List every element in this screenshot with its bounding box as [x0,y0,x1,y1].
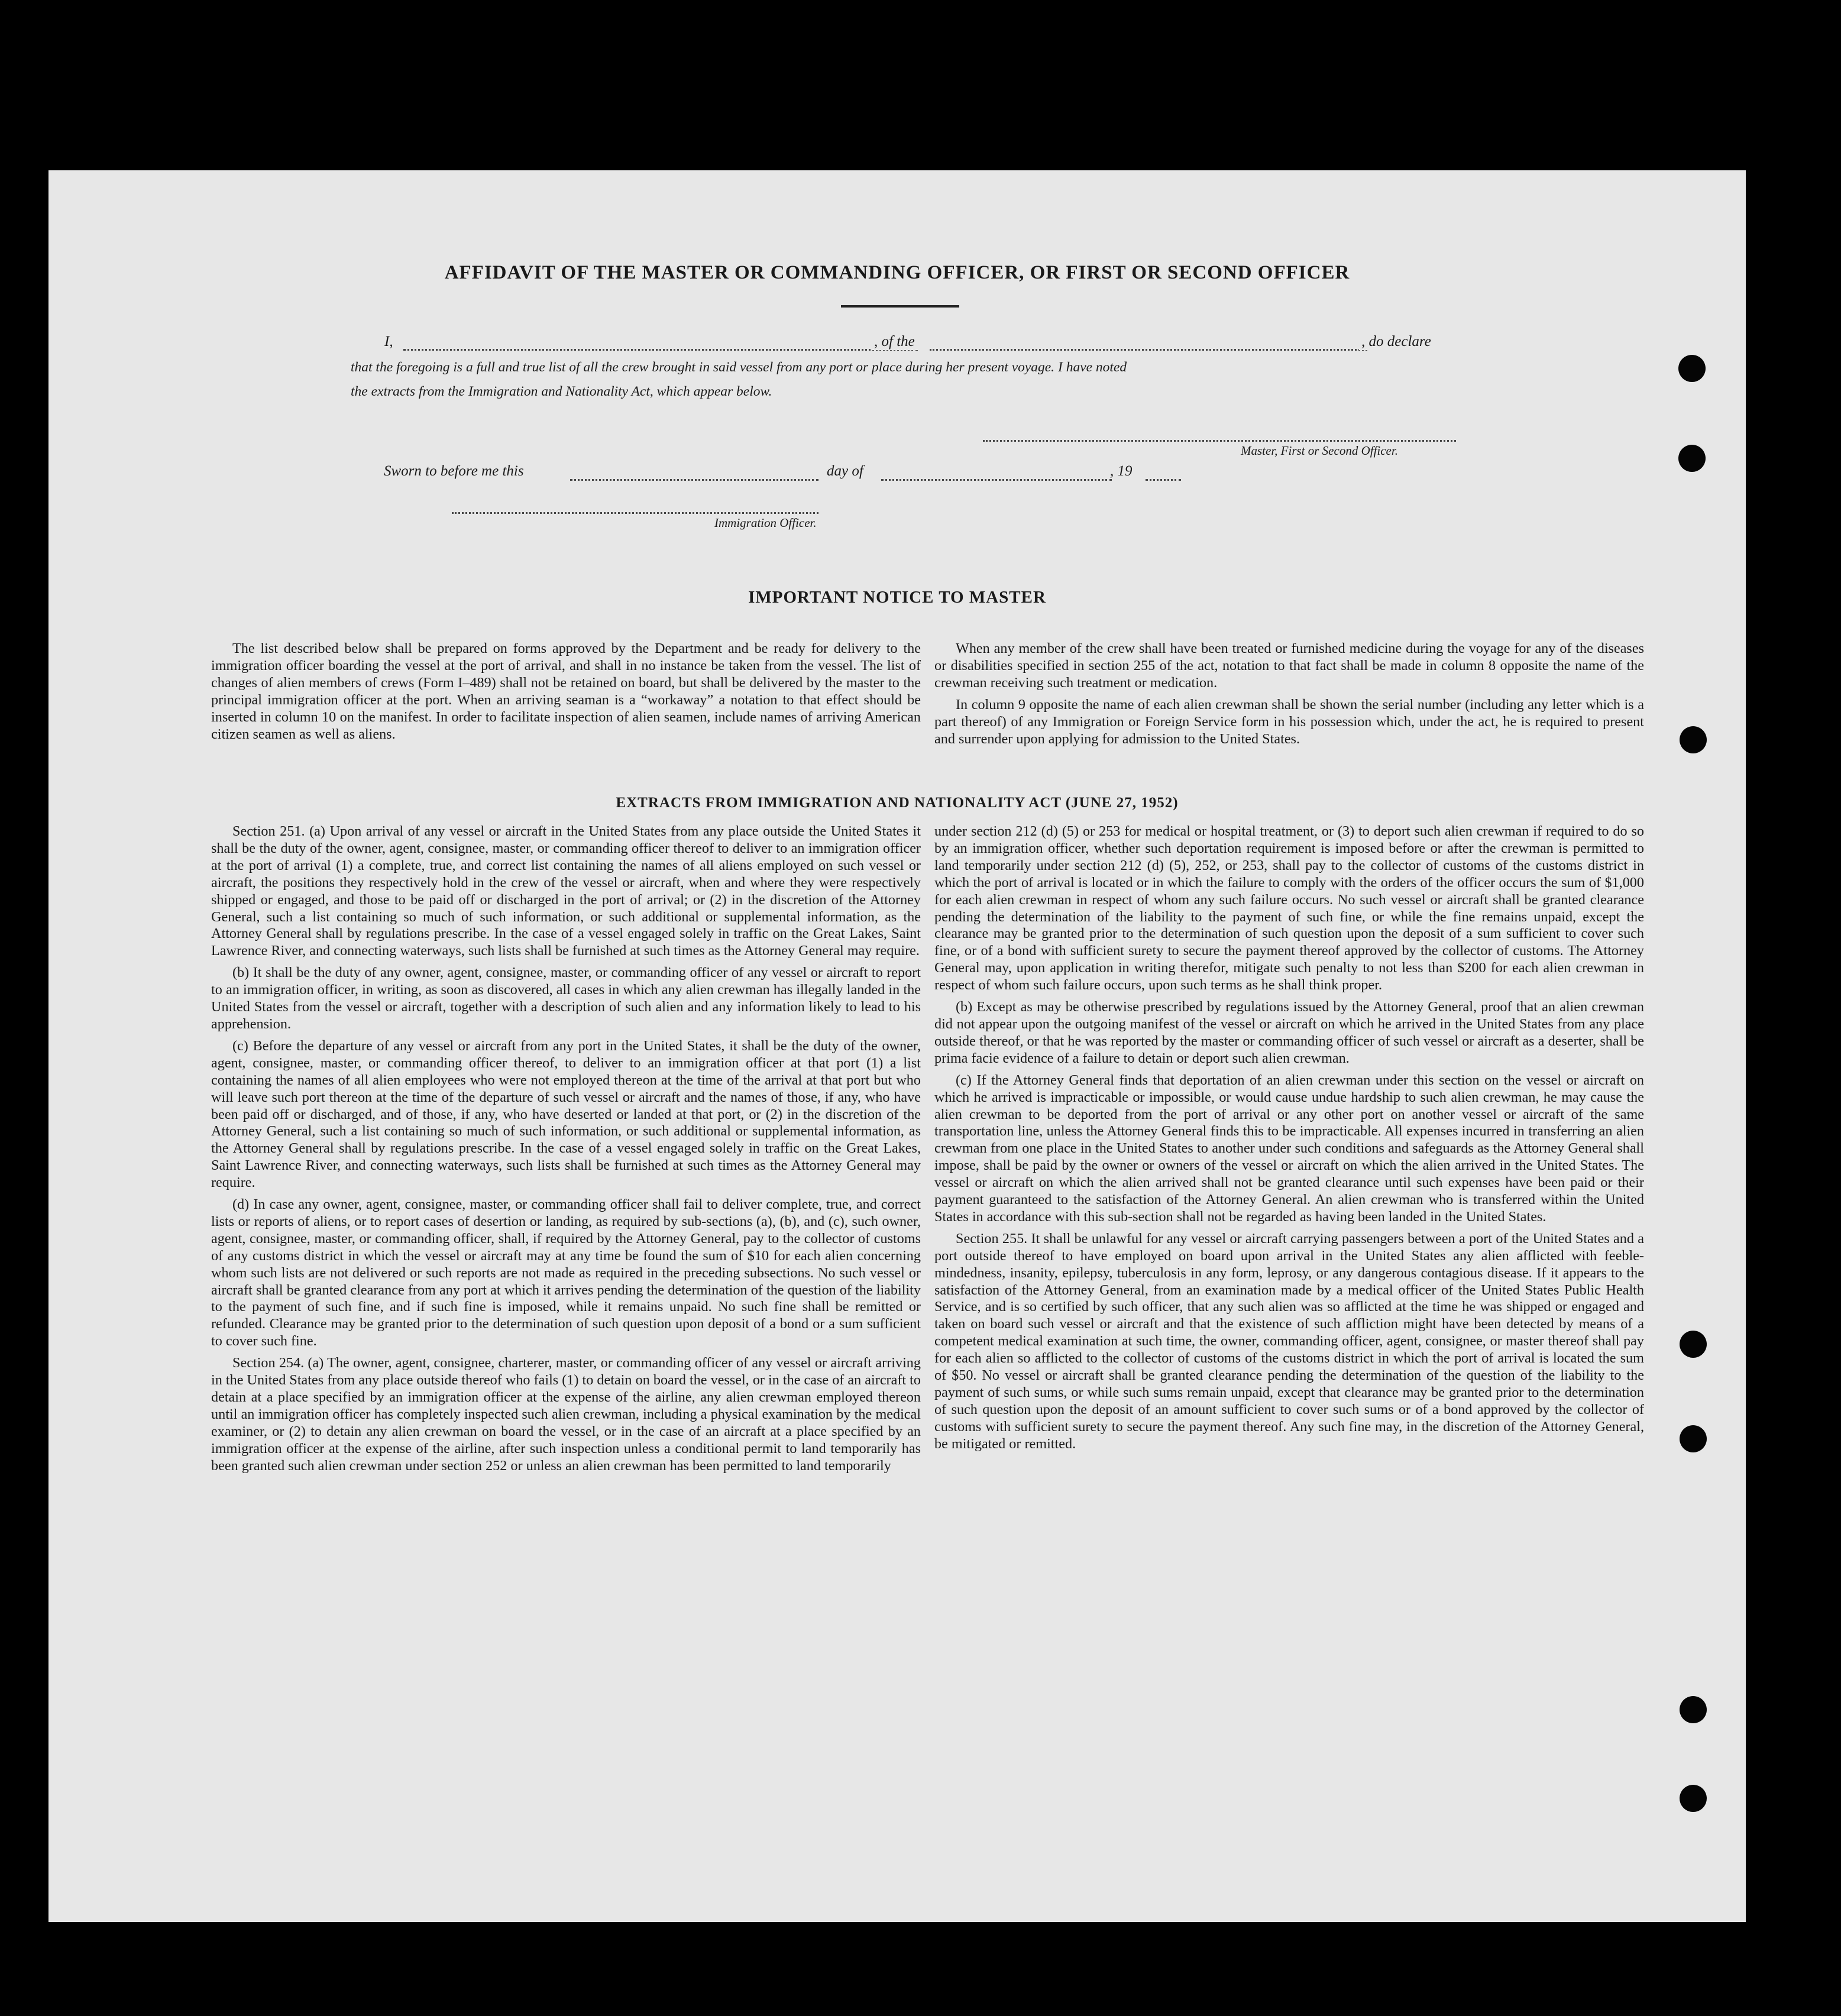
extracts-title: EXTRACTS FROM IMMIGRATION AND NATIONALITY ACT (JUNE 27, 1952) [616,795,1179,811]
notice-left-column [211,640,921,743]
year-label: , 19 [1110,463,1133,479]
vessel-field[interactable] [930,349,1367,351]
section-254-b: (b) Except as may be otherwise prescribed by regulations issued by the Attorney General, proof that an alien crewman did not appear upon the outgoing manifest of the vessel or aircraft on which he arrived in the United States from any place outside thereof, or that he was reported by the master or commanding officer of such vessel or aircraft as a deserter, shall be prima facie evidence of a failure to detain or deport such alien crewman. [934,999,1644,1066]
section-251-c: (c) Before the departure of any vessel or aircraft from any port in the United States, it shall be the duty of the owner, agent, consignee, master, or commanding officer thereof, to deliver to an immigration officer at that port (1) a list containing the names of all alien employees who were not employed thereon at the time of the arrival at that port but who will leave such port thereon at the time of the departure of such vessel or aircraft and the names of those, if any, who have been paid off or discharged, and of those, if any, who have deserted or landed at that port, or (2) in the discretion of the Attorney General, such a list containing so much of such information, or such additional or supplemental information, as the Attorney General shall by regulations prescribe. In the case of a vessel engaged solely in traffic on the Great Lakes, Saint Lawrence River, and connecting waterways, such lists shall be furnished at such times as the Attorney General may require. [211,1037,921,1191]
affidavit-title: AFFIDAVIT OF THE MASTER OR COMMANDING OFFICER, OR FIRST OR SECOND OFFICER [444,262,1350,283]
master-signature-label: Master, First or Second Officer. [1241,444,1398,458]
affidavit-statement-line-2: the extracts from the Immigration and Nationality Act, which appear below. [351,384,772,399]
section-251-b: (b) It shall be the duty of any owner, agent, consignee, master, or commanding officer of any vessel or aircraft to report to an immigration officer, in writing, as soon as discovered, all cases in which any alien crewman has illegally landed in the United States from the vessel or aircraft, together with a description of such alien and any information likely to lead to his apprehension. [211,965,921,1032]
punch-hole-icon [1680,726,1707,753]
officer-signature-label: Immigration Officer. [714,516,817,530]
sworn-year-field[interactable] [1146,479,1181,481]
section-254-c: (c) If the Attorney General finds that deportation of an alien crewman under this section on the vessel or aircraft on which he arrived is impracticable or impossible, or would cause undue hardship to such alien crewman, he may cause the alien crewman to be deported from the port of arrival or any other port on another vessel or aircraft of the same transportation line, unless the Attorney General finds this to be impracticable. All expenses incurred in transferring an alien crewman from one place in the United States to another under such conditions and safeguards as the Attorney General shall impose, shall be paid by the owner or owners of the vessel or aircraft on which the alien arrived in the United States. The vessel or aircraft on which the alien arrived shall not be granted clearance until such expenses have been paid or their payment guaranteed to the satisfaction of the Attorney General. An alien crewman who is transferred within the United States in accordance with this sub-section shall not be regarded as having been landed in the United States. [934,1072,1644,1225]
section-255: Section 255. It shall be unlawful for any vessel or aircraft carrying passengers between a port of the United States and a port outside thereof to have employed on board upon arrival in the United States any alien afflicted with feeble-mindedness, insanity, epilepsy, tuberculosis in any form, leprosy, or any dangerous contagious disease. If it appears to the satisfaction of the Attorney General, from an examination made by a medical officer of the United States Public Health Service, and is so certified by such officer, that any such alien was so afflicted at the time he was shipped or engaged and taken on board such vessel or aircraft and that the existence of such affliction might have been detected by means of a competent medical examination at such time, the owner, commanding officer, agent, consignee, or master thereof shall pay for each alien so afflicted to the collector of customs of the customs district in which the port of arrival is located the sum of $50. No vessel or aircraft shall be granted clearance pending the determination of the question of the liability to the payment of such sums, or while such sums remain unpaid, except that clearance may be granted prior to the determination of such question upon the deposit of an amount sufficient to cover such sums or of a bond approved by the collector of customs with sufficient surety to secure the payment thereof. Any such fine may, in the discretion of the Attorney General, be mitigated or remitted. [934,1230,1644,1452]
affidavit-i-label: I, [384,334,393,350]
punch-hole-icon [1678,445,1706,472]
notice-left-paragraph: The list described below shall be prepared on forms approved by the Department and be ready for delivery to the immigration officer boarding the vessel at the port of arrival, and shall in no instance be taken from the vessel. The list of changes of alien members of crews (Form I–489) shall not be retained on board, but shall be delivered by the master to the principal immigration officer at the port. When an arriving seaman is a “workaway” a notation to that effect should be inserted in column 10 on the manifest. In order to facilitate inspection of alien seamen, include names of arriving American citizen seamen as well as aliens. [211,640,921,742]
punch-hole-icon [1680,1331,1707,1358]
day-of-label: day of [827,463,863,479]
punch-hole-icon [1680,1785,1707,1812]
extracts-left-column [211,823,921,1475]
punch-hole-icon [1680,1696,1707,1723]
punch-hole-icon [1678,355,1706,382]
document-page [48,170,1746,1922]
notice-right-paragraph-2: In column 9 opposite the name of each alien crewman shall be shown the serial number (including any letter which is a part thereof) of any Immigration or Foreign Service form in his possession which, under the act, he is required to present and surrender upon applying for admission to the United States. [934,696,1644,747]
extracts-right-column [934,823,1644,1453]
title-underline [841,305,959,308]
notice-title: IMPORTANT NOTICE TO MASTER [748,588,1046,607]
sworn-month-field[interactable] [881,479,1112,481]
notice-right-paragraph-1: When any member of the crew shall have been treated or furnished medicine during the voyage for any of the diseases or disabilities specified in section 255 of the act, notation to that fact shall be made in column 8 opposite the name of the crewman receiving such treatment or medication. [934,640,1644,691]
sworn-label: Sworn to before me this [384,463,524,479]
officer-signature-field[interactable] [452,512,818,514]
notice-right-column [934,640,1644,747]
do-declare-label: , do declare [1359,334,1431,350]
sworn-day-field[interactable] [570,479,818,481]
section-251-a: Section 251. (a) Upon arrival of any vessel or aircraft in the United States from any place outside the United States it shall be the duty of the owner, agent, consignee, master, or commanding officer thereof to deliver to an immigration officer at the port of arrival (1) a complete, true, and correct list containing the names of all aliens employed on such vessel or aircraft, the positions they respectively hold in the crew of the vessel or aircraft, when and where they were respectively shipped or engaged, and those to be paid off or discharged in the port of arrival; or (2) in the discretion of the Attorney General, such a list containing so much of such information, or such additional or supplemental information, as the Attorney General shall by regulations prescribe. In the case of a vessel engaged solely in traffic on the Great Lakes, Saint Lawrence River, and connecting waterways, such lists shall be furnished at such times as the Attorney General may require. [211,823,921,959]
affidavit-statement-line-1: that the foregoing is a full and true list of all the crew brought in said vessel from any port or place during her present voyage. I have noted [351,360,1127,375]
of-the-label: , of the [871,334,918,350]
name-field[interactable] [403,349,918,351]
punch-hole-icon [1680,1425,1707,1452]
section-254-a: Section 254. (a) The owner, agent, consignee, charterer, master, or commanding officer of any vessel or aircraft arriving in the United States from any place outside thereof who fails (1) to detain on board the vessel, or in the case of an aircraft to detain at a place specified by an immigration officer at the expense of the airline, any alien crewman employed thereon until an immigration officer has completely inspected such alien crewman, including a physical examination by the medical examiner, or (2) to detain any alien crewman on board the vessel, or in the case of an aircraft at a place specified by an immigration officer at the expense of the airline, after such inspection unless a conditional permit to land temporarily has been granted such alien crewman under section 252 or unless an alien crewman has been permitted to land temporarily [211,1355,921,1474]
master-signature-field[interactable] [983,440,1456,442]
section-251-d: (d) In case any owner, agent, consignee, master, or commanding officer shall fail to deliver complete, true, and correct lists or reports of aliens, or to report cases of desertion or landing, as required by sub-sections (a), (b), and (c), such owner, agent, consignee, master, or commanding officer, shall, if required by the Attorney General, pay to the collector of customs of any customs district in which the vessel or aircraft may at any time be found the sum of $10 for each alien concerning whom such lists are not delivered or such reports are not made as required in the preceding subsections. No such vessel or aircraft shall be granted clearance from any port at which it arrives pending the determination of the question of the liability to the payment of such fine, and if such fine is imposed, while it remains unpaid. No such fine shall be remitted or refunded. Clearance may be granted prior to the determination of such question upon deposit of a bond or a sum sufficient to cover such fine. [211,1196,921,1350]
section-254-a-continued: under section 212 (d) (5) or 253 for medical or hospital treatment, or (3) to deport such alien crewman if required to do so by an immigration officer, whether such deportation requirement is imposed before or after the crewman is permitted to land temporarily under section 212 (d) (5), 252, or 253, shall pay to the collector of customs of the customs district in which the port of arrival is located or in which the failure to comply with the orders of the officer occurs the sum of $1,000 for each alien crewman in respect of whom any such failure occurs. No such vessel or aircraft shall be granted clearance pending the determination of the liability to the payment of such fine, or while the fine remains unpaid, except the clearance may be granted prior to the determination of such question upon the deposit of a sum sufficient to cover such fine, or of a bond with sufficient surety to secure the payment thereof approved by the collector of customs. The Attorney General may, upon application in writing therefor, mitigate such penalty to not less than $200 for each alien crewman in respect of whom such failure occurs, upon such terms as he shall think proper. [934,823,1644,994]
